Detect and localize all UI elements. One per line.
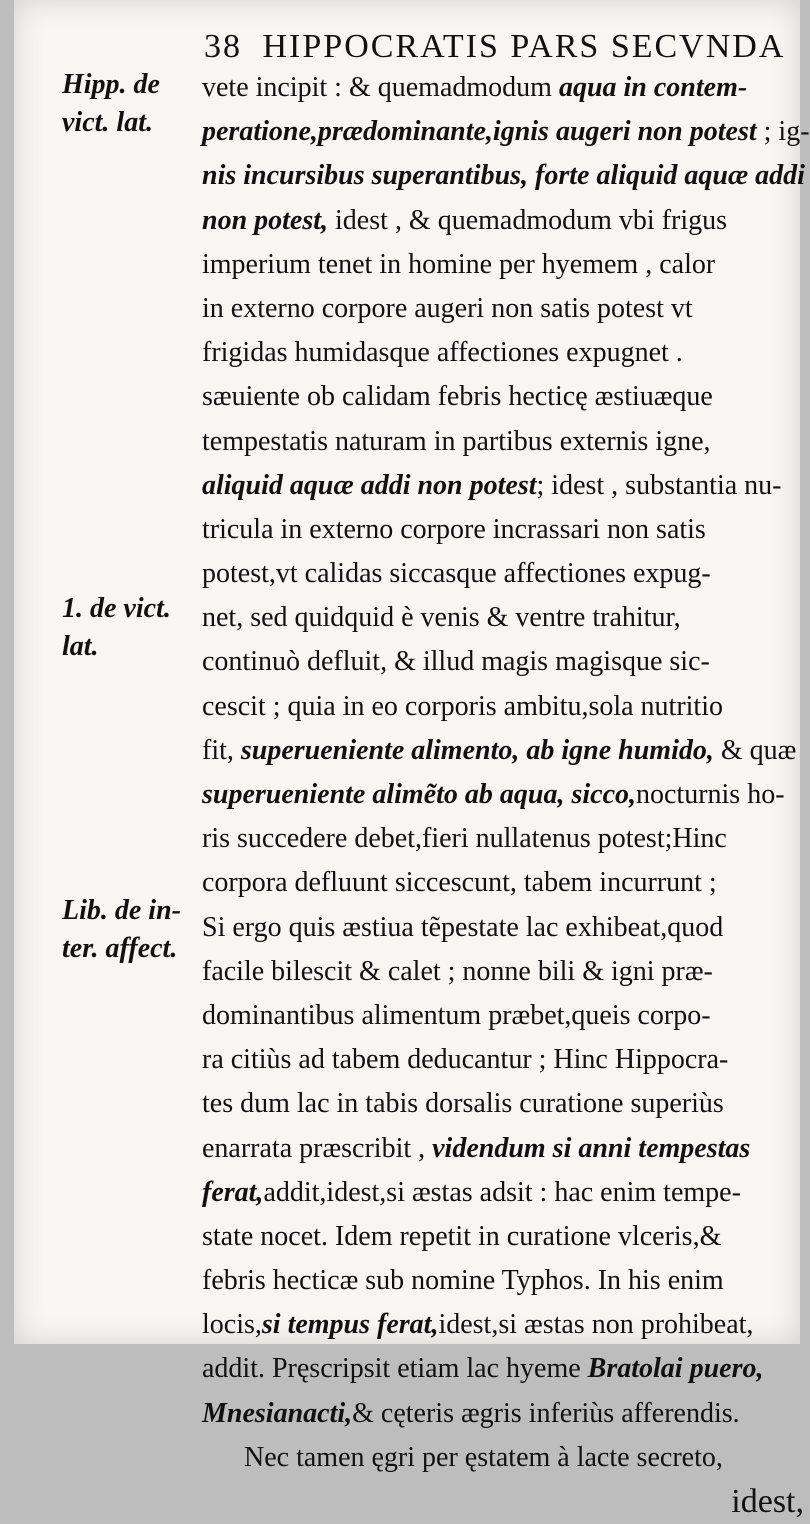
running-header: [204, 28, 804, 66]
text-line: [202, 729, 804, 773]
italic-phrase: ferat,: [202, 1176, 264, 1208]
text-line: [202, 464, 804, 508]
text-segment: addit,idest,si æstas adsit : hac enim tempe-: [263, 1176, 741, 1208]
text-segment: vete incipit : & quemadmodum: [202, 72, 559, 103]
text-line: [202, 1347, 804, 1391]
text-line: [202, 1171, 804, 1215]
text-line: [202, 1127, 804, 1171]
italic-phrase: Mnesianacti,: [202, 1397, 353, 1429]
text-segment: dominantibus alimentum præbet,queis corpo-: [202, 999, 711, 1031]
text-segment: tricula in externo corpore incrassari non satis: [202, 513, 706, 545]
text-segment: corpora defluunt siccescunt, tabem incurrunt ;: [202, 867, 717, 899]
text-segment: imperium tenet in homine per hyemem , calor: [202, 248, 716, 280]
text-line: [202, 199, 804, 243]
text-segment: locis,: [202, 1309, 262, 1341]
text-line: [202, 950, 804, 994]
text-segment: tes dum lac in tabis dorsalis curatione superiùs: [202, 1088, 724, 1120]
text-line: [202, 287, 804, 331]
text-line: [202, 552, 804, 596]
text-line: [202, 331, 804, 375]
text-segment: febris hecticæ sub nomine Typhos. In his enim: [202, 1265, 724, 1297]
margin-note-line: ter. affect.: [62, 933, 178, 964]
text-segment: Nec tamen ęgri per ęstatem à lacte secreto,: [244, 1441, 723, 1473]
text-line: [202, 420, 804, 464]
text-segment: & cęteris ægris inferiùs afferendis.: [352, 1397, 740, 1429]
book-page: [14, 0, 810, 1520]
italic-phrase: superueniente alimento, ab igne humido,: [240, 734, 714, 766]
text-line: [202, 640, 804, 684]
text-line: [202, 154, 804, 198]
margin-note-line: Hipp. de: [62, 69, 160, 100]
page-number: 38: [204, 28, 242, 65]
margin-note-2: [14, 590, 199, 666]
text-segment: nocturnis ho-: [636, 779, 785, 810]
italic-phrase: peratione,prædominante,ignis augeri non potest: [202, 116, 757, 148]
text-segment: state nocet. Idem repetit in curatione vlceris,&: [202, 1220, 722, 1252]
text-line: [202, 685, 804, 729]
text-segment: idest,si æstas non prohibeat,: [438, 1309, 754, 1341]
text-segment: ; ig-: [756, 116, 810, 148]
text-line: [202, 1215, 804, 1259]
text-segment: ra citiùs ad tabem deducantur ; Hinc Hippocra-: [202, 1044, 729, 1076]
text-segment: sæuiente ob calidam febris hecticę æstiuæque: [202, 381, 713, 413]
text-line: [202, 1436, 804, 1480]
text-segment: & quæ: [713, 734, 797, 766]
text-line: [202, 817, 804, 861]
margin-note-line: vict. lat.: [62, 107, 153, 138]
text-line: [202, 1480, 804, 1524]
text-segment: net, sed quidquid è venis & ventre trahitur,: [202, 602, 681, 634]
margin-note-line: 1. de vict.: [62, 593, 171, 624]
text-segment: fit,: [202, 734, 241, 766]
text-line: [202, 596, 804, 640]
text-segment: continuò defluit, & illud magis magisque sic-: [202, 646, 710, 678]
text-segment: cescit ; quia in eo corporis ambitu,sola nutritio: [202, 690, 723, 722]
italic-phrase: aliquid aquæ addi non potest: [202, 469, 537, 501]
italic-phrase: si tempus ferat,: [261, 1309, 439, 1341]
text-line: [202, 906, 804, 950]
text-segment: idest,: [731, 1483, 804, 1520]
text-line: [202, 110, 810, 154]
italic-phrase: videndum si anni tempestas: [432, 1132, 751, 1164]
text-line: [202, 375, 804, 419]
text-line: [202, 508, 804, 552]
margin-note-3: [14, 892, 199, 968]
text-segment: in externo corpore augeri non satis potest vt: [202, 292, 693, 324]
text-segment: frigidas humidasque affectiones expugnet .: [202, 337, 683, 369]
italic-phrase: aqua in contem-: [558, 72, 748, 103]
text-line: [202, 1259, 804, 1303]
text-segment: enarrata præscribit ,: [202, 1132, 433, 1164]
text-line: [202, 1392, 804, 1436]
margin-note-1: [14, 66, 199, 142]
italic-phrase: Bratolai puero,: [587, 1353, 764, 1385]
text-segment: addit. Pręscripsit etiam lac hyeme: [202, 1353, 588, 1385]
text-segment: idest , & quemadmodum vbi frigus: [328, 204, 727, 236]
italic-phrase: nis incursibus superantibus, forte aliquid aquæ addi: [202, 160, 805, 192]
text-segment: potest,vt calidas siccasque affectiones expug-: [202, 558, 711, 590]
text-line: [202, 66, 804, 110]
text-line: [202, 243, 804, 287]
margin-note-line: Lib. de in-: [62, 895, 181, 926]
italic-phrase: non potest,: [202, 204, 329, 236]
text-segment: ris succedere debet,fieri nullatenus potest;Hinc: [202, 823, 727, 855]
text-segment: Si ergo quis æstiua tẽpestate lac exhibeat,quod: [202, 911, 724, 943]
text-segment: tempestatis naturam in partibus externis igne,: [202, 425, 711, 457]
text-line: [202, 994, 804, 1038]
italic-phrase: superueniente alimẽto ab aqua, sicco,: [202, 779, 636, 810]
text-line: [202, 1303, 804, 1347]
text-segment: ; idest , substantia nu-: [536, 469, 782, 501]
margin-note-line: lat.: [62, 631, 99, 662]
body-text: [202, 66, 810, 1524]
text-line: [202, 773, 804, 817]
text-line: [202, 861, 804, 905]
text-segment: facile bilescit & calet ; nonne bili & igni præ-: [202, 955, 713, 987]
text-line: [202, 1038, 804, 1082]
text-line: [202, 1082, 804, 1126]
running-title: HIPPOCRATIS PARS SECVNDA: [262, 28, 786, 65]
